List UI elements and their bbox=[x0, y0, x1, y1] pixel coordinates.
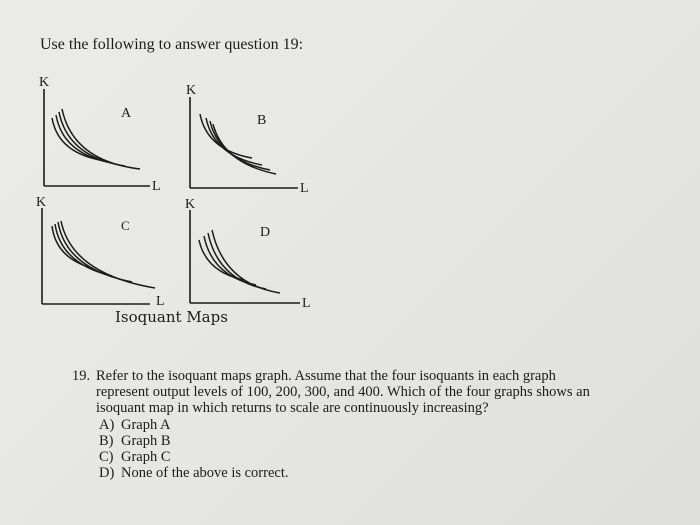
option-b[interactable] bbox=[99, 433, 672, 449]
graph-b-isoquant-4 bbox=[213, 124, 276, 174]
option-a[interactable] bbox=[99, 417, 672, 433]
graph-d-isoquant-3 bbox=[208, 233, 266, 289]
option-d[interactable] bbox=[99, 465, 672, 481]
graph-a-x-axis-label: L bbox=[152, 179, 161, 194]
graph-d-title: D bbox=[260, 225, 271, 240]
graph-c-y-axis-label: K bbox=[36, 195, 47, 210]
option-d-text: None of the above is correct. bbox=[121, 465, 289, 481]
question-text-line-3: isoquant map in which returns to scale are continuously increasing? bbox=[96, 400, 489, 416]
graph-c-title: C bbox=[121, 218, 130, 233]
graph-c bbox=[36, 195, 165, 309]
graph-b bbox=[186, 83, 309, 196]
graph-d-x-axis-label: L bbox=[302, 296, 311, 311]
graph-b-x-axis-label: L bbox=[300, 181, 309, 196]
option-c-letter: C) bbox=[99, 449, 114, 465]
question-text-line-1: Refer to the isoquant maps graph. Assume that the four isoquants in each graph bbox=[96, 368, 556, 384]
graph-d-isoquant-2 bbox=[204, 236, 256, 285]
question-number: 19. bbox=[72, 368, 91, 384]
option-c[interactable] bbox=[99, 449, 672, 465]
figure-caption: Isoquant Maps bbox=[115, 308, 228, 326]
graph-b-title: B bbox=[257, 113, 267, 128]
option-c-text: Graph C bbox=[121, 449, 171, 465]
option-b-text: Graph B bbox=[121, 433, 171, 449]
option-a-letter: A) bbox=[99, 417, 115, 433]
graph-a-y-axis-label: K bbox=[39, 75, 50, 90]
graph-c-isoquant-4 bbox=[61, 221, 155, 288]
question-first-line bbox=[72, 368, 672, 384]
graph-b-isoquant-1 bbox=[200, 114, 252, 158]
graph-c-x-axis-label: L bbox=[156, 294, 165, 309]
answer-options bbox=[72, 417, 672, 481]
graph-a bbox=[39, 75, 161, 194]
option-d-letter: D) bbox=[99, 465, 115, 481]
graph-a-title: A bbox=[121, 106, 132, 121]
graph-d bbox=[185, 197, 311, 311]
graph-b-y-axis-label: K bbox=[186, 83, 197, 98]
graph-d-y-axis-label: K bbox=[185, 197, 196, 212]
intro-text: Use the following to answer question 19: bbox=[40, 36, 304, 53]
question-19 bbox=[72, 368, 672, 481]
option-b-letter: B) bbox=[99, 433, 114, 449]
question-text-line-2: represent output levels of 100, 200, 300, and 400. Which of the four graphs shows an bbox=[96, 384, 590, 400]
option-a-text: Graph A bbox=[121, 417, 171, 433]
